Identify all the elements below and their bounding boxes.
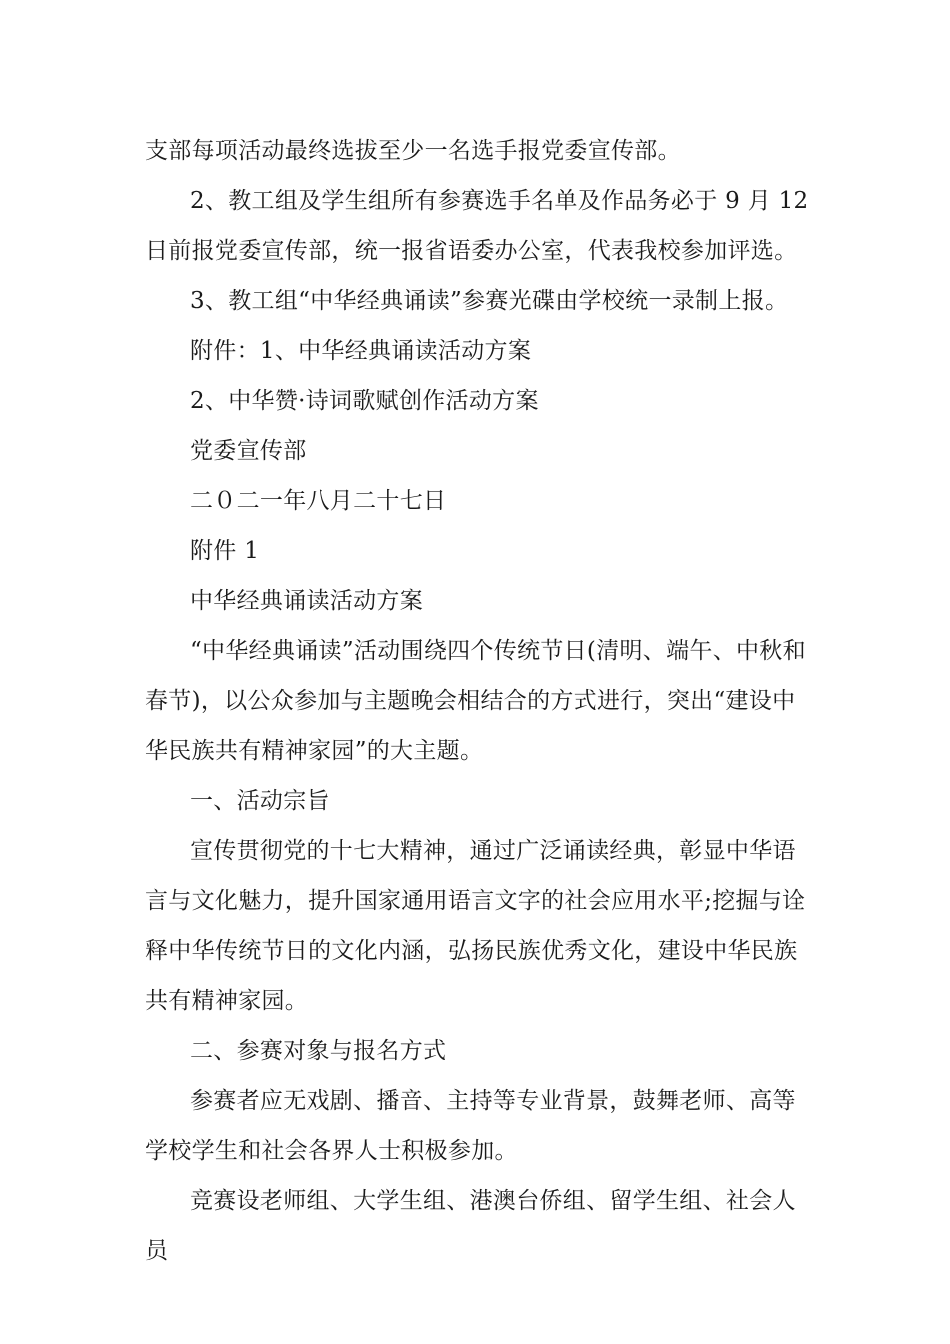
attachment-title: 中华经典诵读活动方案 xyxy=(190,588,423,614)
paragraph-participants: 参赛者应无戏剧、播音、主持等专业背景，鼓舞老师、高等学校学生和社会各界人士积极参加。 xyxy=(145,1088,796,1164)
issuer-department: 党委宣传部 xyxy=(190,438,307,464)
issue-date: 二０二一年八月二十七日 xyxy=(190,488,447,514)
paragraph-submission-note: 支部每项活动最终选拔至少一名选手报党委宣传部。 xyxy=(145,138,681,164)
attachment-1-label: 附件：1、中华经典诵读活动方案 xyxy=(190,338,532,364)
paragraph-disc-recording: 3、教工组“中华经典诵读”参赛光碟由学校统一录制上报。 xyxy=(190,288,789,314)
paragraph-deadline: 2、教工组及学生组所有参赛选手名单及作品务必于 9 月 12 日前报党委宣传部，统一报省语委办公室，代表我校参加评选。 xyxy=(145,188,809,264)
attachment-heading: 附件 1 xyxy=(190,538,260,564)
section-heading-purpose: 一、活动宗旨 xyxy=(190,788,330,814)
paragraph-purpose: 宣传贯彻党的十七大精神，通过广泛诵读经典，彰显中华语言与文化魅力，提升国家通用语言文字的社会应用水平;挖掘与诠释中华传统节日的文化内涵，弘扬民族优秀文化，建设中华民族共有精神家园。 xyxy=(145,838,806,1014)
document-body xyxy=(145,126,810,1276)
section-heading-participants: 二、参赛对象与报名方式 xyxy=(190,1038,447,1064)
attachment-2-label: 2、中华赞·诗词歌赋创作活动方案 xyxy=(190,388,539,414)
paragraph-groups: 竞赛设老师组、大学生组、港澳台侨组、留学生组、社会人员 xyxy=(145,1188,796,1264)
paragraph-activity-overview: “中华经典诵读”活动围绕四个传统节日(清明、端午、中秋和春节)，以公众参加与主题晚会相结合的方式进行，突出“建设中华民族共有精神家园”的大主题。 xyxy=(145,638,806,764)
